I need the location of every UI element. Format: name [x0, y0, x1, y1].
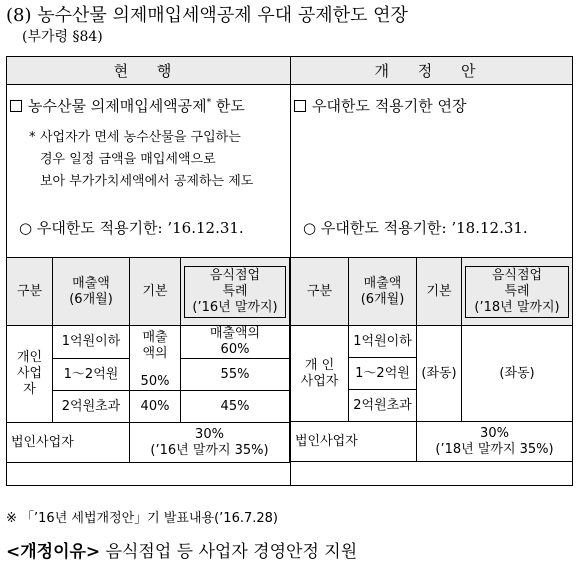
current-note-text: 사업자가 면세 농수산물을 구입하는 경우 일정 금액을 매입세액으로 보아 부가가치세액에서 공제하는 제도 — [40, 130, 254, 189]
current-table: 구분 매출액 (6개월) 기본 음식점업 특례 (’16년 말까지) 개인 사업 자 1억원이하 매출 액의 50% 매출액의 60% 1～2억원 55% 2억원초과 40% 45% 법인사업자 30% (’16년 말까지 35%) — [6, 257, 290, 463]
checkbox-icon — [294, 100, 306, 112]
section-title: (8) 농수산물 의제매입세액공제 우대 공제한도 연장 — [6, 5, 408, 26]
revised-table: 구분 매출액 (6개월) 기본 음식점업 특례 (’18년 말까지) 개 인 사업자 1억원이하 (좌동) (좌동) 1～2억원 2억원초과 법인사업자 30% (’18년 말까지 35%) — [290, 257, 573, 462]
section-subtitle: (부가령 §84) — [22, 29, 103, 45]
current-item: 농수산물 의제매입세액공제* 한도 — [10, 95, 245, 116]
current-period: ○ 우대한도 적용기한: ’16.12.31. — [19, 219, 244, 237]
current-note: * — [29, 130, 36, 145]
revised-header: 개 정 안 — [290, 57, 572, 85]
special-header: 음식점업 특례 (’16년 말까지) — [181, 258, 290, 326]
current-header: 현 행 — [7, 57, 290, 85]
revised-period: ○ 우대한도 적용기한: ’18.12.31. — [303, 219, 528, 237]
footnote: ※ 「’16년 세법개정안」기 발표내용(’16.7.28) — [6, 511, 278, 526]
checkbox-icon — [10, 100, 22, 112]
revised-item: 우대한도 적용기한 연장 — [294, 95, 466, 116]
table-cell: 1억원이하 — [53, 326, 130, 359]
reason-line: <개정이유> 음식점업 등 사업자 경영안정 지원 — [6, 542, 358, 562]
